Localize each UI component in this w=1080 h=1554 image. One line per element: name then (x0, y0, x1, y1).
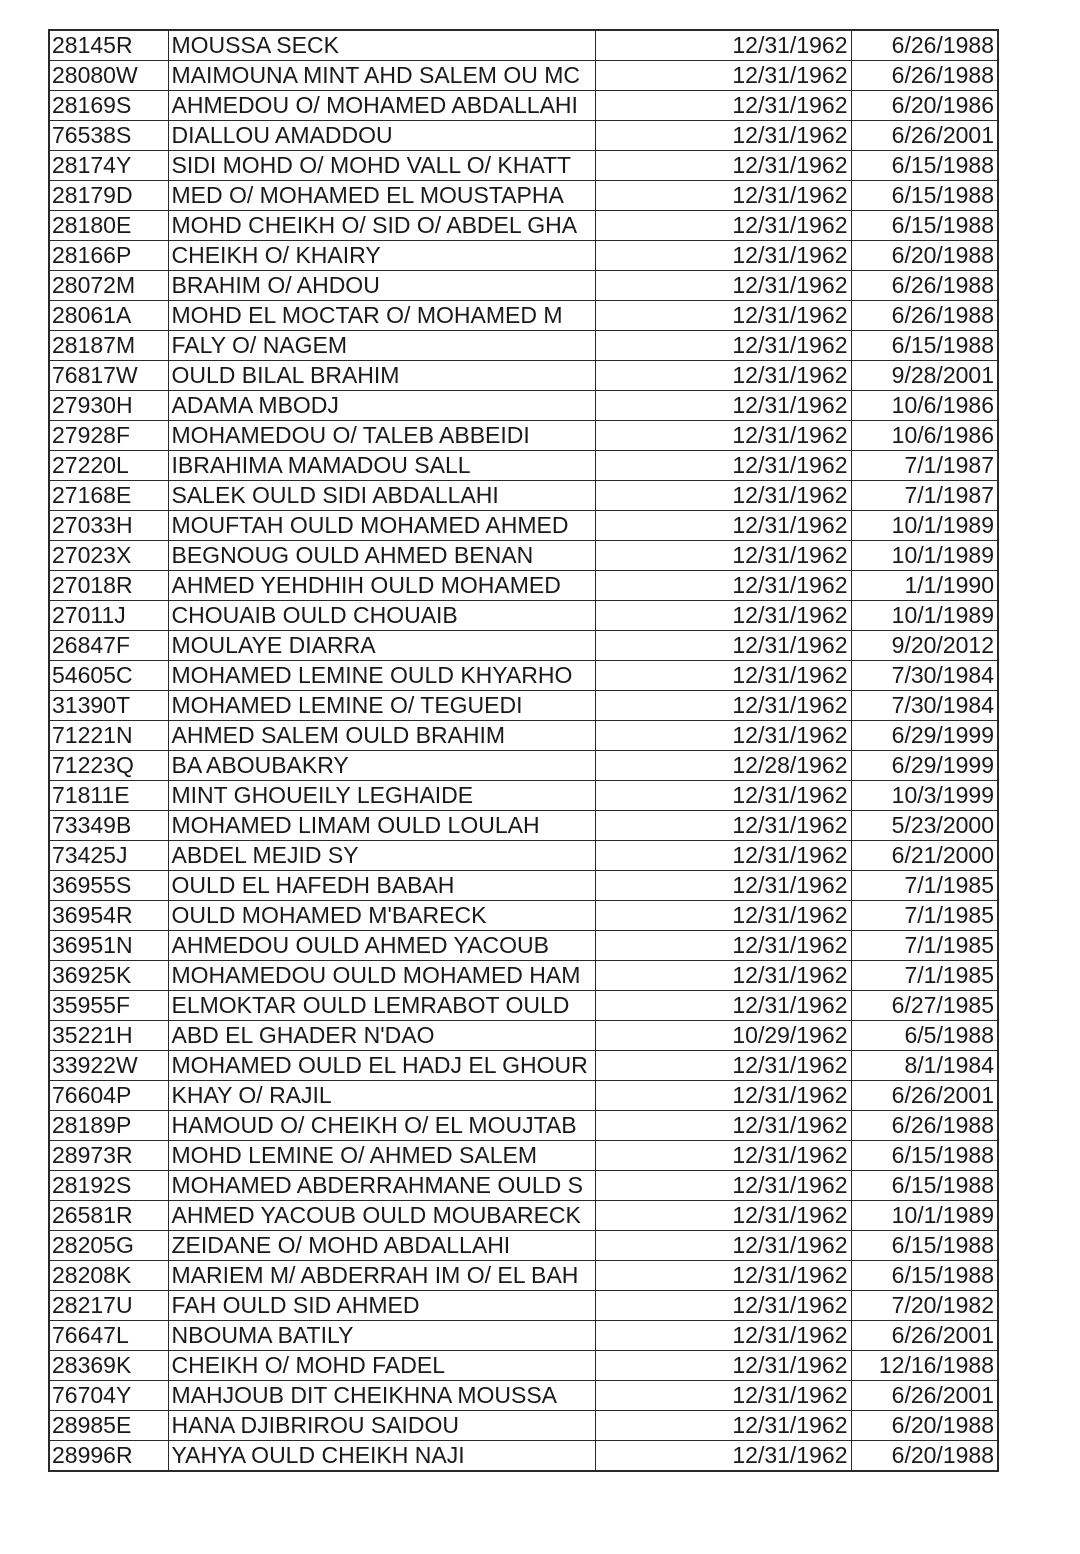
second-date-cell: 6/15/1988 (851, 151, 998, 181)
id-cell: 76817W (49, 361, 168, 391)
table-row (49, 30, 998, 61)
first-date-cell: 12/31/1962 (595, 721, 851, 751)
name-cell: SALEK OULD SIDI ABDALLAHI (168, 481, 595, 511)
second-date-cell: 6/21/2000 (851, 841, 998, 871)
name-cell: AHMED SALEM OULD BRAHIM (168, 721, 595, 751)
table-row (49, 841, 998, 871)
id-cell: 27930H (49, 391, 168, 421)
id-cell: 27011J (49, 601, 168, 631)
name-cell: MOHD CHEIKH O/ SID O/ ABDEL GHA (168, 211, 595, 241)
name-cell: AHMEDOU O/ MOHAMED ABDALLAHI (168, 91, 595, 121)
id-cell: 36951N (49, 931, 168, 961)
id-cell: 27928F (49, 421, 168, 451)
table-row (49, 121, 998, 151)
table-row (49, 361, 998, 391)
name-cell: MAHJOUB DIT CHEIKHNA MOUSSA (168, 1381, 595, 1411)
id-cell: 27023X (49, 541, 168, 571)
table-row (49, 421, 998, 451)
id-cell: 31390T (49, 691, 168, 721)
second-date-cell: 8/1/1984 (851, 1051, 998, 1081)
second-date-cell: 6/15/1988 (851, 181, 998, 211)
second-date-cell: 5/23/2000 (851, 811, 998, 841)
table-row (49, 151, 998, 181)
first-date-cell: 12/31/1962 (595, 481, 851, 511)
id-cell: 28217U (49, 1291, 168, 1321)
second-date-cell: 6/26/2001 (851, 1081, 998, 1111)
second-date-cell: 10/1/1989 (851, 511, 998, 541)
id-cell: 28166P (49, 241, 168, 271)
second-date-cell: 10/3/1999 (851, 781, 998, 811)
second-date-cell: 6/29/1999 (851, 721, 998, 751)
second-date-cell: 7/1/1985 (851, 871, 998, 901)
first-date-cell: 12/31/1962 (595, 1441, 851, 1472)
table-row (49, 871, 998, 901)
id-cell: 28973R (49, 1141, 168, 1171)
first-date-cell: 12/31/1962 (595, 91, 851, 121)
id-cell: 28169S (49, 91, 168, 121)
name-cell: ABDEL MEJID SY (168, 841, 595, 871)
id-cell: 73349B (49, 811, 168, 841)
id-cell: 28080W (49, 61, 168, 91)
second-date-cell: 7/30/1984 (851, 691, 998, 721)
table-row (49, 961, 998, 991)
name-cell: BA ABOUBAKRY (168, 751, 595, 781)
first-date-cell: 12/31/1962 (595, 541, 851, 571)
second-date-cell: 6/15/1988 (851, 1261, 998, 1291)
id-cell: 76538S (49, 121, 168, 151)
id-cell: 28072M (49, 271, 168, 301)
name-cell: NBOUMA BATILY (168, 1321, 595, 1351)
table-row (49, 451, 998, 481)
first-date-cell: 12/31/1962 (595, 1351, 851, 1381)
table-row (49, 91, 998, 121)
table-row (49, 211, 998, 241)
first-date-cell: 12/31/1962 (595, 331, 851, 361)
table-row (49, 1351, 998, 1381)
second-date-cell: 6/20/1988 (851, 241, 998, 271)
second-date-cell: 6/15/1988 (851, 1171, 998, 1201)
name-cell: FAH OULD SID AHMED (168, 1291, 595, 1321)
table-row (49, 1141, 998, 1171)
name-cell: MOHAMED LEMINE O/ TEGUEDI (168, 691, 595, 721)
name-cell: MOULAYE DIARRA (168, 631, 595, 661)
id-cell: 28369K (49, 1351, 168, 1381)
second-date-cell: 10/1/1989 (851, 541, 998, 571)
table-row (49, 751, 998, 781)
second-date-cell: 6/15/1988 (851, 1231, 998, 1261)
name-cell: MOHAMED OULD EL HADJ EL GHOUR (168, 1051, 595, 1081)
table-row (49, 1291, 998, 1321)
second-date-cell: 6/26/1988 (851, 301, 998, 331)
first-date-cell: 12/31/1962 (595, 841, 851, 871)
first-date-cell: 12/31/1962 (595, 30, 851, 61)
first-date-cell: 12/31/1962 (595, 871, 851, 901)
first-date-cell: 12/31/1962 (595, 1171, 851, 1201)
first-date-cell: 12/31/1962 (595, 1291, 851, 1321)
id-cell: 28985E (49, 1411, 168, 1441)
name-cell: MINT GHOUEILY LEGHAIDE (168, 781, 595, 811)
table-row (49, 781, 998, 811)
first-date-cell: 12/31/1962 (595, 271, 851, 301)
id-cell: 28205G (49, 1231, 168, 1261)
table-row (49, 1231, 998, 1261)
first-date-cell: 12/31/1962 (595, 151, 851, 181)
table-row (49, 1201, 998, 1231)
first-date-cell: 12/31/1962 (595, 1231, 851, 1261)
second-date-cell: 6/29/1999 (851, 751, 998, 781)
name-cell: MOHAMED LEMINE OULD KHYARHO (168, 661, 595, 691)
id-cell: 76647L (49, 1321, 168, 1351)
second-date-cell: 1/1/1990 (851, 571, 998, 601)
second-date-cell: 12/16/1988 (851, 1351, 998, 1381)
first-date-cell: 12/28/1962 (595, 751, 851, 781)
id-cell: 36954R (49, 901, 168, 931)
table-row (49, 241, 998, 271)
name-cell: MOHAMED ABDERRAHMANE OULD S (168, 1171, 595, 1201)
id-cell: 76704Y (49, 1381, 168, 1411)
id-cell: 54605C (49, 661, 168, 691)
table-row (49, 1081, 998, 1111)
id-cell: 28145R (49, 30, 168, 61)
id-cell: 73425J (49, 841, 168, 871)
second-date-cell: 7/1/1985 (851, 961, 998, 991)
id-cell: 28180E (49, 211, 168, 241)
second-date-cell: 6/26/2001 (851, 1321, 998, 1351)
second-date-cell: 9/20/2012 (851, 631, 998, 661)
first-date-cell: 12/31/1962 (595, 451, 851, 481)
name-cell: OULD BILAL BRAHIM (168, 361, 595, 391)
first-date-cell: 12/31/1962 (595, 241, 851, 271)
second-date-cell: 6/15/1988 (851, 211, 998, 241)
name-cell: CHEIKH O/ KHAIRY (168, 241, 595, 271)
first-date-cell: 12/31/1962 (595, 121, 851, 151)
name-cell: MOUSSA SECK (168, 30, 595, 61)
table-row (49, 1171, 998, 1201)
table-row (49, 1021, 998, 1051)
name-cell: MOHAMEDOU O/ TALEB ABBEIDI (168, 421, 595, 451)
first-date-cell: 12/31/1962 (595, 931, 851, 961)
name-cell: SIDI MOHD O/ MOHD VALL O/ KHATT (168, 151, 595, 181)
first-date-cell: 12/31/1962 (595, 1051, 851, 1081)
second-date-cell: 6/5/1988 (851, 1021, 998, 1051)
first-date-cell: 12/31/1962 (595, 1111, 851, 1141)
table-row (49, 301, 998, 331)
second-date-cell: 10/6/1986 (851, 421, 998, 451)
name-cell: MARIEM M/ ABDERRAH IM O/ EL BAH (168, 1261, 595, 1291)
second-date-cell: 7/20/1982 (851, 1291, 998, 1321)
second-date-cell: 10/1/1989 (851, 601, 998, 631)
second-date-cell: 6/26/1988 (851, 271, 998, 301)
id-cell: 28208K (49, 1261, 168, 1291)
second-date-cell: 6/26/1988 (851, 1111, 998, 1141)
second-date-cell: 6/15/1988 (851, 1141, 998, 1171)
name-cell: ADAMA MBODJ (168, 391, 595, 421)
name-cell: ZEIDANE O/ MOHD ABDALLAHI (168, 1231, 595, 1261)
table-row (49, 811, 998, 841)
second-date-cell: 7/1/1985 (851, 901, 998, 931)
name-cell: AHMED YEHDHIH OULD MOHAMED (168, 571, 595, 601)
table-row (49, 481, 998, 511)
first-date-cell: 12/31/1962 (595, 1261, 851, 1291)
name-cell: MOHAMED LIMAM OULD LOULAH (168, 811, 595, 841)
first-date-cell: 12/31/1962 (595, 1201, 851, 1231)
name-cell: HANA DJIBRIROU SAIDOU (168, 1411, 595, 1441)
table-row (49, 991, 998, 1021)
id-cell: 71223Q (49, 751, 168, 781)
first-date-cell: 12/31/1962 (595, 991, 851, 1021)
second-date-cell: 6/26/2001 (851, 1381, 998, 1411)
first-date-cell: 12/31/1962 (595, 781, 851, 811)
name-cell: CHOUAIB OULD CHOUAIB (168, 601, 595, 631)
table-row (49, 181, 998, 211)
id-cell: 28174Y (49, 151, 168, 181)
id-cell: 27033H (49, 511, 168, 541)
table-row (49, 271, 998, 301)
second-date-cell: 6/20/1988 (851, 1411, 998, 1441)
records-table (48, 29, 999, 1472)
first-date-cell: 12/31/1962 (595, 1081, 851, 1111)
name-cell: BRAHIM O/ AHDOU (168, 271, 595, 301)
name-cell: IBRAHIMA MAMADOU SALL (168, 451, 595, 481)
second-date-cell: 7/1/1987 (851, 481, 998, 511)
id-cell: 33922W (49, 1051, 168, 1081)
first-date-cell: 12/31/1962 (595, 691, 851, 721)
first-date-cell: 12/31/1962 (595, 811, 851, 841)
second-date-cell: 7/1/1985 (851, 931, 998, 961)
id-cell: 27168E (49, 481, 168, 511)
name-cell: OULD MOHAMED M'BARECK (168, 901, 595, 931)
second-date-cell: 9/28/2001 (851, 361, 998, 391)
first-date-cell: 12/31/1962 (595, 361, 851, 391)
name-cell: MOHAMEDOU OULD MOHAMED HAM (168, 961, 595, 991)
table-row (49, 1441, 998, 1472)
table-row (49, 601, 998, 631)
table-row (49, 1051, 998, 1081)
id-cell: 36925K (49, 961, 168, 991)
first-date-cell: 10/29/1962 (595, 1021, 851, 1051)
table-row (49, 61, 998, 91)
id-cell: 71811E (49, 781, 168, 811)
second-date-cell: 6/26/1988 (851, 30, 998, 61)
table-row (49, 931, 998, 961)
second-date-cell: 7/30/1984 (851, 661, 998, 691)
first-date-cell: 12/31/1962 (595, 1321, 851, 1351)
name-cell: KHAY O/ RAJIL (168, 1081, 595, 1111)
name-cell: MOHD LEMINE O/ AHMED SALEM (168, 1141, 595, 1171)
table-row (49, 1381, 998, 1411)
second-date-cell: 6/27/1985 (851, 991, 998, 1021)
first-date-cell: 12/31/1962 (595, 601, 851, 631)
first-date-cell: 12/31/1962 (595, 1141, 851, 1171)
name-cell: MAIMOUNA MINT AHD SALEM OU MC (168, 61, 595, 91)
second-date-cell: 6/20/1988 (851, 1441, 998, 1472)
name-cell: ELMOKTAR OULD LEMRABOT OULD (168, 991, 595, 1021)
first-date-cell: 12/31/1962 (595, 391, 851, 421)
first-date-cell: 12/31/1962 (595, 421, 851, 451)
id-cell: 26581R (49, 1201, 168, 1231)
table-row (49, 511, 998, 541)
id-cell: 28061A (49, 301, 168, 331)
table-row (49, 721, 998, 751)
first-date-cell: 12/31/1962 (595, 211, 851, 241)
table-row (49, 331, 998, 361)
id-cell: 28996R (49, 1441, 168, 1472)
first-date-cell: 12/31/1962 (595, 511, 851, 541)
table-row (49, 631, 998, 661)
id-cell: 28189P (49, 1111, 168, 1141)
name-cell: DIALLOU AMADDOU (168, 121, 595, 151)
name-cell: BEGNOUG OULD AHMED BENAN (168, 541, 595, 571)
table-row (49, 691, 998, 721)
id-cell: 27220L (49, 451, 168, 481)
name-cell: CHEIKH O/ MOHD FADEL (168, 1351, 595, 1381)
name-cell: AHMED YACOUB OULD MOUBARECK (168, 1201, 595, 1231)
table-row (49, 1261, 998, 1291)
first-date-cell: 12/31/1962 (595, 181, 851, 211)
name-cell: AHMEDOU OULD AHMED YACOUB (168, 931, 595, 961)
table-row (49, 661, 998, 691)
first-date-cell: 12/31/1962 (595, 901, 851, 931)
first-date-cell: 12/31/1962 (595, 1381, 851, 1411)
table-row (49, 1321, 998, 1351)
name-cell: MED O/ MOHAMED EL MOUSTAPHA (168, 181, 595, 211)
records-table-body (49, 30, 998, 1471)
first-date-cell: 12/31/1962 (595, 661, 851, 691)
id-cell: 28179D (49, 181, 168, 211)
second-date-cell: 6/15/1988 (851, 331, 998, 361)
first-date-cell: 12/31/1962 (595, 301, 851, 331)
table-row (49, 1111, 998, 1141)
id-cell: 28187M (49, 331, 168, 361)
name-cell: OULD EL HAFEDH BABAH (168, 871, 595, 901)
name-cell: MOHD EL MOCTAR O/ MOHAMED M (168, 301, 595, 331)
first-date-cell: 12/31/1962 (595, 961, 851, 991)
name-cell: MOUFTAH OULD MOHAMED AHMED (168, 511, 595, 541)
name-cell: ABD EL GHADER N'DAO (168, 1021, 595, 1051)
table-row (49, 391, 998, 421)
second-date-cell: 10/6/1986 (851, 391, 998, 421)
table-row (49, 1411, 998, 1441)
second-date-cell: 6/20/1986 (851, 91, 998, 121)
first-date-cell: 12/31/1962 (595, 631, 851, 661)
name-cell: HAMOUD O/ CHEIKH O/ EL MOUJTAB (168, 1111, 595, 1141)
id-cell: 28192S (49, 1171, 168, 1201)
second-date-cell: 7/1/1987 (851, 451, 998, 481)
id-cell: 27018R (49, 571, 168, 601)
second-date-cell: 10/1/1989 (851, 1201, 998, 1231)
id-cell: 76604P (49, 1081, 168, 1111)
first-date-cell: 12/31/1962 (595, 571, 851, 601)
table-row (49, 901, 998, 931)
table-row (49, 571, 998, 601)
name-cell: FALY O/ NAGEM (168, 331, 595, 361)
id-cell: 35221H (49, 1021, 168, 1051)
second-date-cell: 6/26/2001 (851, 121, 998, 151)
id-cell: 36955S (49, 871, 168, 901)
id-cell: 71221N (49, 721, 168, 751)
name-cell: YAHYA OULD CHEIKH NAJI (168, 1441, 595, 1472)
first-date-cell: 12/31/1962 (595, 1411, 851, 1441)
table-row (49, 541, 998, 571)
id-cell: 26847F (49, 631, 168, 661)
id-cell: 35955F (49, 991, 168, 1021)
second-date-cell: 6/26/1988 (851, 61, 998, 91)
first-date-cell: 12/31/1962 (595, 61, 851, 91)
